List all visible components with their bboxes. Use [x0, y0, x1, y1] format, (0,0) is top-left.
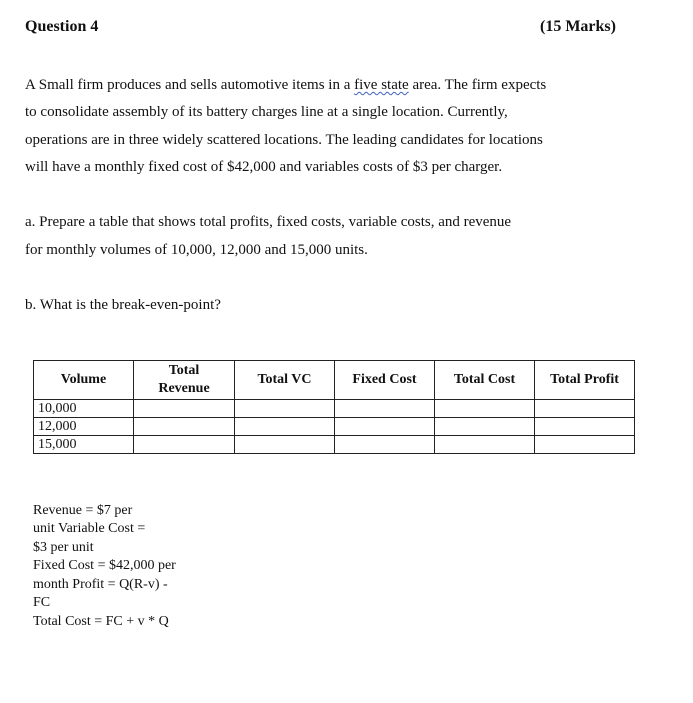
formula-line-5: month Profit = Q(R-v) -	[33, 577, 168, 592]
question-title: Question 4	[25, 18, 99, 35]
formula-line-3: $3 per unit	[33, 540, 94, 555]
header-total-cost: Total Cost	[435, 361, 535, 400]
cell-total-vc[interactable]	[235, 436, 335, 454]
formula-line-1: Revenue = $7 per	[33, 503, 133, 518]
cell-total-revenue[interactable]	[134, 400, 235, 418]
cell-volume[interactable]: 10,000	[34, 400, 134, 418]
header-volume: Volume	[34, 361, 134, 400]
cell-volume[interactable]: 12,000	[34, 418, 134, 436]
cell-total-cost[interactable]	[435, 436, 535, 454]
cell-total-cost[interactable]	[435, 400, 535, 418]
cell-volume[interactable]: 15,000	[34, 436, 134, 454]
problem-text-line-1-start: A Small firm produces and sells automotive items in a	[25, 77, 355, 93]
part-b-question: b. What is the break-even-point?	[25, 297, 221, 313]
problem-text-line-1	[25, 77, 546, 94]
formula-line-7: Total Cost = FC + v * Q	[33, 614, 169, 629]
cell-total-profit[interactable]	[535, 400, 635, 418]
problem-text-line-1-end: area. The firm expects	[408, 77, 547, 93]
part-a-line-1: a. Prepare a table that shows total profits, fixed costs, variable costs, and revenue	[25, 214, 512, 230]
table-row	[34, 418, 635, 436]
problem-text-line-3: operations are in three widely scattered locations. The leading candidates for locations	[25, 132, 543, 148]
part-a-line-2: for monthly volumes of 10,000, 12,000 and 15,000 units.	[25, 242, 368, 258]
cell-total-profit[interactable]	[535, 436, 635, 454]
formula-line-4: Fixed Cost = $42,000 per	[33, 558, 176, 573]
cell-total-cost[interactable]	[435, 418, 535, 436]
table-row	[34, 436, 635, 454]
cell-total-vc[interactable]	[235, 400, 335, 418]
formula-line-6: FC	[33, 595, 51, 610]
problem-text-line-4: will have a monthly fixed cost of $42,000 and variables costs of $3 per charger.	[25, 159, 503, 175]
spellcheck-flagged-text[interactable]: five state	[354, 77, 409, 93]
problem-text-line-2: to consolidate assembly of its battery charges line at a single location. Currently,	[25, 104, 508, 120]
header-fixed-cost: Fixed Cost	[335, 361, 435, 400]
cell-total-profit[interactable]	[535, 418, 635, 436]
formula-line-2: unit Variable Cost =	[33, 521, 146, 536]
table-header-row	[34, 361, 635, 400]
cell-fixed-cost[interactable]	[335, 418, 435, 436]
cell-fixed-cost[interactable]	[335, 400, 435, 418]
header-total-revenue: Total Revenue	[134, 361, 235, 400]
cell-fixed-cost[interactable]	[335, 436, 435, 454]
answer-table	[33, 360, 635, 454]
header-total-vc: Total VC	[235, 361, 335, 400]
header-total-profit: Total Profit	[535, 361, 635, 400]
cell-total-vc[interactable]	[235, 418, 335, 436]
cell-total-revenue[interactable]	[134, 418, 235, 436]
cell-total-revenue[interactable]	[134, 436, 235, 454]
table-row	[34, 400, 635, 418]
marks-label: (15 Marks)	[540, 18, 616, 35]
